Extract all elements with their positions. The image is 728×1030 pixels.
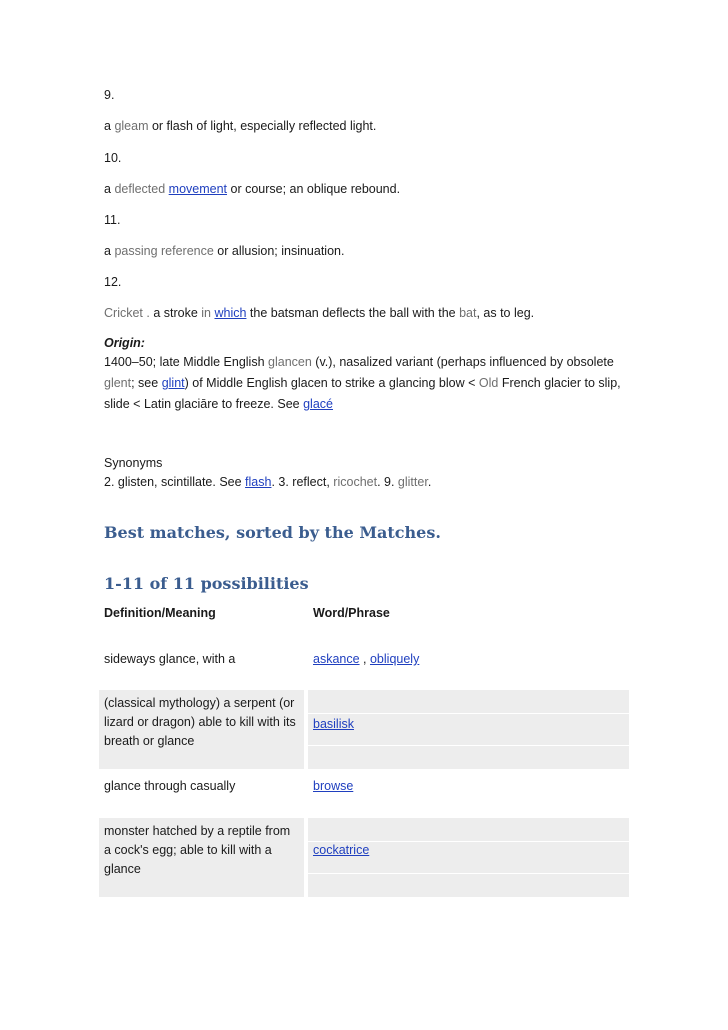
table-header-word: Word/Phrase xyxy=(313,606,390,620)
text-run: , as to leg. xyxy=(476,306,535,320)
text-run: 2. glisten, scintillate. See xyxy=(104,475,246,489)
word-link[interactable]: glacé xyxy=(303,397,333,411)
synonyms-line xyxy=(104,473,431,491)
text-run: a xyxy=(104,244,115,258)
entry-number: 9. xyxy=(104,88,115,102)
row-meaning xyxy=(104,650,235,669)
hyperlinked-term: glancen xyxy=(268,355,312,369)
text-run: or flash of light, especially reflected light. xyxy=(148,119,377,133)
text-run: a xyxy=(104,119,115,133)
table-row xyxy=(99,640,629,686)
meaning-line: sideways glance, with a xyxy=(104,652,236,666)
meaning-line: (classical mythology) a serpent (or xyxy=(104,696,295,710)
text-run: or course; an oblique rebound. xyxy=(227,182,401,196)
possibilities-heading: 1-11 of 11 possibilities xyxy=(104,574,309,593)
origin-line xyxy=(104,374,621,392)
entry-definition xyxy=(104,304,534,322)
hyperlinked-term: ricochet xyxy=(333,475,378,489)
text-run: ) of Middle English glacen to strike a glancing blow < xyxy=(184,376,479,390)
meaning-line: lizard or dragon) able to kill with its xyxy=(104,715,296,729)
text-run: 1400–50; late Middle English xyxy=(104,355,269,369)
word-link[interactable]: flash xyxy=(245,475,272,489)
hyperlinked-term: gleam xyxy=(114,119,149,133)
word-link[interactable]: obliquely xyxy=(369,652,420,666)
entry-definition xyxy=(104,180,400,198)
table-row xyxy=(99,770,629,816)
text-run: . 3. reflect, xyxy=(271,475,334,489)
origin-label: Origin: xyxy=(104,336,145,350)
word-link[interactable]: glint xyxy=(161,376,185,390)
meaning-line: a cock's egg; able to kill with a xyxy=(104,843,272,857)
text-run: ; see xyxy=(131,376,162,390)
text-run: (v.), nasalized variant (perhaps influenced by obsolete xyxy=(311,355,614,369)
hyperlinked-term: Old xyxy=(478,376,499,390)
table-row xyxy=(99,690,629,769)
hyperlinked-term: passing xyxy=(114,244,158,258)
row-meaning xyxy=(104,777,235,796)
meaning-line: monster hatched by a reptile from xyxy=(104,824,291,838)
text-run: French glacier to slip, xyxy=(498,376,621,390)
entry-number: 11. xyxy=(104,213,121,227)
row-words xyxy=(313,715,354,734)
meaning-line: breath or glance xyxy=(104,734,195,748)
row-meaning xyxy=(104,822,290,879)
word-link[interactable]: askance xyxy=(313,652,360,666)
row-words xyxy=(313,777,353,796)
meaning-line: glance xyxy=(104,862,141,876)
origin-line xyxy=(104,353,614,371)
text-run: , xyxy=(359,652,370,666)
hyperlinked-term: glitter xyxy=(397,475,428,489)
word-link[interactable]: basilisk xyxy=(313,717,354,731)
origin-line xyxy=(104,395,333,413)
word-link[interactable]: browse xyxy=(313,779,354,793)
text-run: the batsman deflects the ball with the xyxy=(246,306,460,320)
meaning-line: glance through casually xyxy=(104,779,236,793)
hyperlinked-term: deflected xyxy=(114,182,166,196)
synonyms-label: Synonyms xyxy=(104,456,163,470)
hyperlinked-term: in xyxy=(201,306,211,320)
table-header-meaning: Definition/Meaning xyxy=(104,606,216,620)
text-run: a stroke xyxy=(149,306,202,320)
text-run: slide < Latin glaciāre to freeze. See xyxy=(104,397,304,411)
row-words xyxy=(313,841,369,860)
word-link[interactable]: movement xyxy=(168,182,228,196)
hyperlinked-term: Cricket . xyxy=(104,306,150,320)
best-matches-heading: Best matches, sorted by the Matches. xyxy=(104,523,441,542)
row-words xyxy=(313,650,419,669)
word-link[interactable]: cockatrice xyxy=(313,843,370,857)
word-link[interactable]: which xyxy=(214,306,247,320)
entry-definition xyxy=(104,242,344,260)
hyperlinked-term: bat xyxy=(459,306,477,320)
text-run: . 9. xyxy=(377,475,398,489)
entry-number: 12. xyxy=(104,275,122,289)
entry-definition xyxy=(104,117,376,135)
text-run: a xyxy=(104,182,115,196)
text-run: . xyxy=(427,475,432,489)
table-row xyxy=(99,818,629,897)
text-run: or allusion; insinuation. xyxy=(213,244,345,258)
entry-number: 10. xyxy=(104,151,122,165)
row-meaning xyxy=(104,694,296,751)
hyperlinked-term: glent xyxy=(104,376,132,390)
hyperlinked-term: reference xyxy=(161,244,214,258)
